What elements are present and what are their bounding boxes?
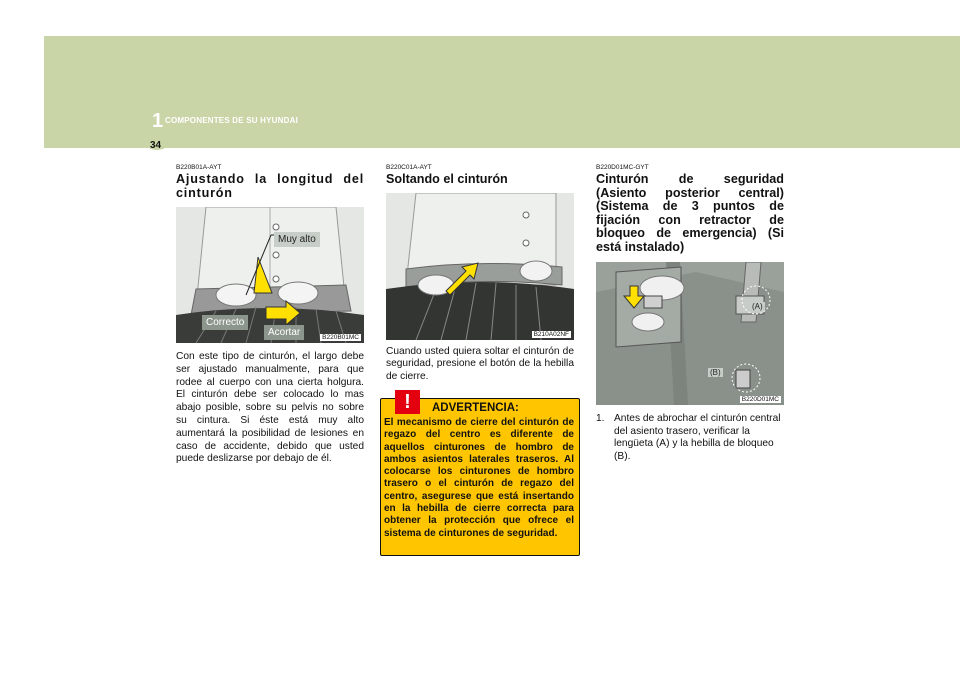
figure-code: B210A02NF [533,330,569,338]
figure-code: B220B01MC [322,334,359,341]
label-a: (A) [752,302,763,311]
warning-text: El mecanismo de cierre del cinturón de regazo del centro es diferente de aquellos cinturones de hombro de ambos asientos laterales traseros. Al colocarse los cinturones de hombro trasero o el cinturón de regazo del centro, asegurese que está insertando en la hebilla de cierre correcta para obtener la protección que ofrece el sistema de cinturones de seguridad. [384,417,574,539]
section-body: Con este tipo de cinturón, el largo debe ser ajustado manualmente, para que rodee al cuerpo con una cierta holgura. El cinturón debe ser colocado lo mas abajo posible, sobre su pelvis no sobre su cintura. Si éste está muy alto aumentará la posibilidad de lesiones en caso de accidente, debido que usted puede deslizarse por debajo de él. [176,351,364,465]
chapter-title: COMPONENTES DE SU HYUNDAI [165,116,299,125]
label-too-high: Muy alto [274,232,320,247]
center-belt-illustration [596,262,784,405]
section-title: Cinturón de seguridad (Asiento posterior central) (Sistema de 3 puntos de fijación con retractor de bloqueo de emergencia) (Si está instalado) [596,172,784,254]
section-belt-length [176,164,364,466]
chapter-number: 1 [152,110,164,132]
item-number: 1. [596,413,605,424]
label-correct: Correcto [202,315,248,330]
warning-icon: ! [395,390,420,414]
section-title: Ajustando la longitud del cinturón [176,172,364,200]
page-number: 34 [150,140,162,151]
figure-code: B220D01MC [741,396,779,403]
figure-center-belt [596,262,784,405]
list-item [596,413,784,463]
label-b: (B) [710,368,721,377]
section-code: B220D01MC-GYT [596,164,649,171]
section-code: B220C01A-AYT [386,164,432,171]
section-release-belt [386,164,574,384]
section-body: Cuando usted quiera soltar el cinturón de seguridad, presione el botón de la hebilla de cierre. [386,345,574,383]
section-code: B220B01A-AYT [176,164,222,171]
header-band [44,36,960,148]
label-shorten: Acortar [264,325,304,340]
item-text: Antes de abrochar el cinturón central del asiento trasero, verificar la lengüeta (A) y la hebilla de bloqueo (B). [614,413,781,462]
figure-belt-adjust [176,207,364,343]
belt-release-illustration [386,193,574,340]
warning-title: ADVERTENCIA: [432,402,519,414]
section-title: Soltando el cinturón [386,172,508,186]
section-center-belt [596,164,784,463]
figure-release [386,193,574,340]
